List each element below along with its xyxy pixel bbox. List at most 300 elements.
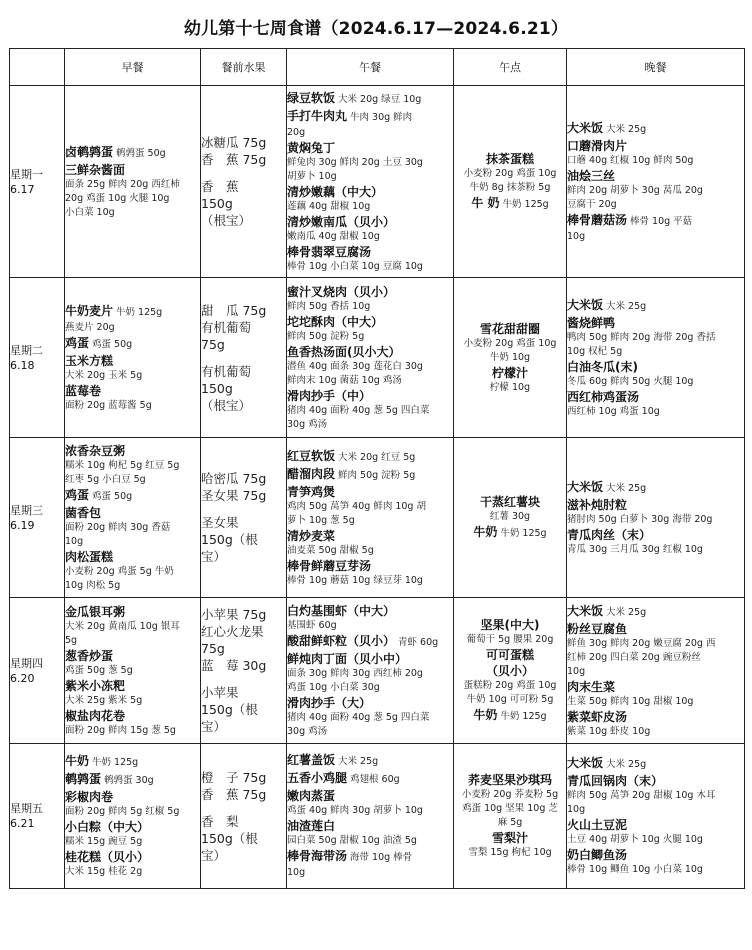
dish-name [454, 647, 566, 663]
dish-title: 绿豆软饭 [287, 90, 336, 105]
dish-name [287, 848, 453, 866]
dish-name [454, 321, 566, 337]
fruit-spacer [201, 168, 286, 178]
dish-title: 鲜炖肉丁面（贝小中） [287, 651, 408, 666]
day-date: 6.21 [10, 817, 35, 830]
dish-ingredients: 大米 20g 红豆 5g [338, 451, 416, 463]
dish-name [567, 603, 744, 621]
dish-ingredients: 大米 25g [606, 606, 647, 618]
ingredient-line: 20g 鸡蛋 10g 火腿 10g [65, 192, 170, 204]
dish-name [287, 484, 453, 500]
dish-title: 抹茶蛋糕 [485, 151, 534, 166]
ingredient-line: 基围虾 60g [287, 619, 337, 631]
header-lunch: 午餐 [287, 49, 454, 86]
dish-ingredients: 牛奶 125g [500, 710, 547, 722]
dish-name [65, 708, 200, 724]
ingredient-line: 10g 肉松 5g [65, 579, 121, 591]
dish-name [454, 494, 566, 510]
dish-title: 可可蛋糕 [485, 647, 534, 662]
dish-name [454, 524, 566, 542]
dish-title: 菌香包 [65, 505, 102, 520]
ingredient-line: 棒骨 10g 小白菜 10g 豆腐 10g [287, 260, 423, 272]
dish-ingredients: 牛肉 30g 鲜肉 [350, 111, 413, 123]
dish-name [567, 315, 744, 331]
dish-title: 玉米方糕 [65, 353, 114, 368]
dish-name [454, 617, 566, 633]
dish-name [567, 773, 744, 789]
dish-title: 荞麦坚果沙琪玛 [467, 773, 552, 787]
dish-title: 大米饭 [567, 120, 604, 135]
ingredient-line: 猪肘肉 50g 白萝卜 30g 海带 20g [567, 513, 713, 525]
dish-title: 金瓜银耳粥 [65, 604, 126, 619]
dish-title: 酸甜鲜虾粒（贝小） [287, 633, 396, 648]
dish-ingredients: 大米 25g [606, 300, 647, 312]
dish-title: 青笋鸡煲 [287, 484, 336, 499]
dish-title: 鹌鹑蛋 [65, 772, 102, 786]
dinner-cell [567, 438, 745, 598]
dish-name [287, 344, 453, 360]
dish-ingredients: 棒骨 10g 平菇 [630, 215, 693, 227]
fruit-line: 红心火龙果 [201, 624, 264, 639]
dish-name [65, 162, 200, 178]
ingredient-line: 鲜肉 50g 香括 10g [287, 300, 371, 312]
ingredient-line: 鸡蛋 50g 葱 5g [65, 664, 133, 676]
dish-ingredients: 大米 25g [606, 123, 647, 135]
dish-name [287, 184, 453, 200]
lunch-cell [287, 598, 454, 744]
dish-ingredients: 鹌鹑蛋 50g [116, 147, 166, 159]
dish-title: 牛奶 [473, 524, 498, 539]
dinner-cell [567, 598, 745, 744]
fruit-line: 橙 子 75g [201, 769, 267, 785]
ingredient-line: 5g [65, 634, 78, 646]
header-breakfast: 早餐 [65, 49, 201, 86]
ingredient-line: 10g 权杞 5g [567, 345, 623, 357]
snack-cell [454, 744, 567, 889]
fruit-cell [201, 278, 287, 438]
ingredient-line: 鸡蛋 10g 坚果 10g 芝 [462, 803, 558, 814]
dish-title: 雪花甜甜圈 [479, 321, 540, 336]
snack-cell [454, 438, 567, 598]
ingredient-line: 面条 30g 鲜肉 30g 西红柿 20g [287, 667, 423, 679]
ingredient-line: 20g [287, 126, 306, 138]
ingredient-line: 牛奶 10g [489, 351, 531, 363]
dish-title: 葱香炒蛋 [65, 648, 114, 663]
lunch-cell [287, 86, 454, 278]
dish-title: 椒盐肉花卷 [65, 708, 126, 723]
ingredient-line: 小白菜 10g [65, 206, 115, 218]
ingredient-line: 鸡肉 50g 莴笋 40g 鲜肉 10g 胡 [287, 500, 426, 512]
fruit-line: 哈密瓜 75g [201, 471, 267, 486]
fruit-line: 75g [201, 641, 225, 656]
dish-name [567, 621, 744, 637]
dish-title: 肉末生菜 [567, 679, 616, 694]
dish-title: 酱烧鲜鸭 [567, 315, 616, 330]
ingredient-line: 蛋糕粉 20g 鸡蛋 10g [463, 679, 557, 691]
ingredient-line: 10g [567, 804, 586, 815]
dish-name [454, 663, 566, 679]
table-row [10, 744, 745, 889]
fruit-line: 香 蕉 [201, 179, 239, 194]
ingredient-line: 紫菜 10g 虾皮 10g [567, 725, 651, 737]
dish-title: 紫米小冻粑 [65, 678, 126, 693]
ingredient-line: 鲜肉 50g 淀粉 5g [287, 330, 365, 342]
fruit-line: 宝） [201, 719, 227, 734]
dish-name [567, 297, 744, 315]
fruit-line: 圣女果 [201, 515, 239, 530]
dish-name [287, 695, 453, 711]
dish-ingredients: 海带 10g 棒骨 [350, 852, 413, 863]
dish-title: 大米饭 [567, 297, 604, 312]
dish-name [65, 849, 200, 865]
lunch-cell [287, 438, 454, 598]
dish-title: 清炒嫩藕（中大） [287, 184, 384, 199]
fruit-line: 宝） [201, 549, 227, 564]
day-cell [10, 598, 65, 744]
day-name: 星期四 [10, 656, 43, 670]
dish-name [287, 770, 453, 788]
dish-title: 滋补炖肘粒 [567, 497, 628, 512]
dish-name [567, 359, 744, 375]
ingredient-line: 大米 25g 紫米 5g [65, 694, 143, 706]
day-name: 星期一 [10, 167, 43, 181]
dish-name [287, 651, 453, 667]
day-date: 6.20 [10, 671, 35, 685]
fruit-line: （根宝） [201, 397, 252, 413]
dish-ingredients: 大米 20g 绿豆 10g [338, 93, 422, 105]
dish-title: 大米饭 [567, 756, 604, 770]
ingredient-line: 牛奶 10g 可可粉 5g [466, 693, 554, 705]
dish-name [65, 648, 200, 664]
dish-name [287, 603, 453, 619]
dish-name [65, 487, 200, 505]
dish-title: 肉松蛋糕 [65, 549, 114, 564]
dish-title: 红薯盖饭 [287, 753, 336, 767]
ingredient-line: 棒骨 10g 鲫鱼 10g 小白菜 10g [567, 864, 703, 875]
fruit-line: （根宝） [201, 213, 252, 228]
ingredient-line: 豆腐干 20g [567, 198, 617, 210]
dish-name [65, 144, 200, 162]
fruit-spacer [201, 504, 286, 514]
table-row [10, 86, 745, 278]
day-cell [10, 744, 65, 889]
dish-name [287, 244, 453, 260]
dish-name [287, 558, 453, 574]
table-row [10, 438, 745, 598]
ingredient-line: 胡萝卜 10g [287, 170, 337, 182]
dish-title: 青瓜肉丝（末） [567, 527, 652, 542]
fruit-spacer [201, 674, 286, 684]
fruit-line: 冰糖瓜 75g [201, 135, 267, 150]
dish-name [287, 388, 453, 404]
dish-title: 牛奶 [473, 707, 498, 722]
dish-name [567, 709, 744, 725]
dish-name [454, 830, 566, 846]
fruit-line: 150g（根 [201, 532, 258, 547]
dish-title: 嫩肉蒸蛋 [287, 789, 336, 803]
fruit-line: 蓝 莓 30g [201, 658, 267, 673]
dish-title: （贝小） [485, 663, 534, 678]
lunch-cell [287, 278, 454, 438]
dish-title: 醋溜肉段 [287, 466, 336, 481]
ingredient-line: 牛奶 8g 抹茶粉 5g [469, 181, 551, 193]
ingredient-line: 鲜肉末 10g 菌菇 10g 鸡汤 [287, 374, 402, 386]
dish-title: 桂花糕（贝小） [65, 850, 150, 864]
day-cell [10, 86, 65, 278]
dish-title: 黄焖兔丁 [287, 140, 336, 155]
dish-title: 鸡蛋 [65, 487, 90, 502]
ingredient-line: 土豆 40g 胡萝卜 10g 火腿 10g [567, 834, 703, 845]
ingredient-line: 面粉 20g 鲜肉 30g 香菇 [65, 521, 171, 533]
ingredient-line: 鲜鱼 30g 鲜肉 20g 嫩豆腐 20g 西 [567, 637, 716, 649]
ingredient-line: 棒骨 10g 蘑菇 10g 绿豆芽 10g [287, 574, 423, 586]
dish-title: 油烩三丝 [567, 168, 616, 183]
fruit-line: 有机葡萄 [201, 363, 252, 379]
breakfast-cell [65, 86, 201, 278]
dish-title: 彩椒肉卷 [65, 790, 114, 804]
breakfast-cell [65, 744, 201, 889]
day-name: 星期三 [10, 503, 43, 517]
dish-title: 牛 奶 [471, 195, 500, 210]
fruit-line: 香 蕉 75g [201, 786, 267, 802]
dish-title: 白灼基围虾（中大） [287, 603, 396, 618]
dish-name [287, 214, 453, 230]
ingredient-line: 红柿 20g 四白菜 20g 豌豆粉丝 [567, 651, 701, 663]
dish-ingredients: 大米 25g [338, 756, 379, 767]
ingredient-line: 冬瓜 60g 鲜肉 50g 火腿 10g [567, 375, 694, 387]
day-date: 6.18 [10, 358, 35, 372]
ingredient-line: 大米 20g 黄南瓜 10g 银耳 [65, 620, 180, 632]
dish-name [454, 365, 566, 381]
dish-title: 蜜汁叉烧肉（贝小） [287, 284, 396, 299]
fruit-cell [201, 438, 287, 598]
ingredient-line: 小麦粉 20g 鸡蛋 5g 牛奶 [65, 565, 174, 577]
fruit-line: 圣女果 75g [201, 488, 267, 503]
ingredient-line: 面粉 20g 蓝莓酱 5g [65, 399, 152, 411]
ingredient-line: 西红柿 10g 鸡蛋 10g [567, 405, 660, 417]
fruit-cell [201, 598, 287, 744]
ingredient-line: 大米 20g 玉米 5g [65, 369, 143, 381]
dish-name [567, 679, 744, 695]
ingredient-line: 糯米 15g 豌豆 5g [65, 836, 143, 847]
dish-title: 棒骨鲜蘑豆芽汤 [287, 558, 372, 573]
dish-name [65, 604, 200, 620]
fruit-cell [201, 744, 287, 889]
breakfast-cell [65, 278, 201, 438]
table-row [10, 598, 745, 744]
ingredient-line: 小麦粉 20g 鸡蛋 10g [463, 337, 557, 349]
fruit-line: 150g [201, 196, 233, 211]
dish-name [287, 818, 453, 834]
dish-title: 浓香杂豆粥 [65, 443, 126, 458]
ingredient-line: 潜鱼 40g 面条 30g 莲花白 30g [287, 360, 423, 372]
table-row [10, 278, 745, 438]
dish-title: 鱼香热汤面(贝小大） [287, 344, 401, 359]
dish-title: 奶白鲫鱼汤 [567, 848, 628, 862]
dish-name [567, 497, 744, 513]
dish-ingredients: 大米 25g [606, 759, 647, 770]
dish-title: 五香小鸡腿 [287, 771, 348, 785]
dish-ingredients: 青虾 60g [398, 636, 439, 648]
ingredient-line: 麻 5g [497, 817, 523, 828]
day-cell [10, 278, 65, 438]
day-date: 6.17 [10, 182, 35, 196]
dish-name [287, 633, 453, 651]
dish-ingredients: 鹌鹑蛋 30g [104, 775, 154, 786]
ingredient-line: 园白菜 50g 甜椒 10g 油渣 5g [287, 835, 417, 846]
dish-name [567, 389, 744, 405]
breakfast-cell [65, 598, 201, 744]
menu-table [9, 48, 745, 889]
dish-title: 柠檬汁 [491, 365, 528, 380]
dish-ingredients: 鸡蛋 50g [92, 338, 133, 350]
ingredient-line: 面粉 20g 鲜肉 15g 葱 5g [65, 724, 176, 736]
dish-title: 紫菜虾皮汤 [567, 709, 628, 724]
ingredient-line: 柠檬 10g [489, 381, 531, 393]
dish-name [567, 138, 744, 154]
dish-ingredients: 鸡蛋 50g [92, 490, 133, 502]
dish-name [65, 753, 200, 771]
header-fruit: 餐前水果 [201, 49, 287, 86]
dish-title: 棒骨翡翠豆腐汤 [287, 244, 372, 259]
header-day [10, 49, 65, 86]
ingredient-line: 10g [567, 230, 586, 242]
dish-name [65, 549, 200, 565]
fruit-line: 150g（根 [201, 830, 258, 846]
ingredient-line: 红枣 5g 小白豆 5g [65, 473, 146, 485]
fruit-line: 75g [201, 336, 225, 352]
fruit-line: 香 蕉 75g [201, 152, 267, 167]
dish-name [567, 817, 744, 833]
dish-title: 坨坨酥肉（中大） [287, 314, 384, 329]
ingredient-line: 猪肉 40g 面粉 40g 葱 5g 四白菜 [287, 404, 430, 416]
dish-title: 牛奶 [65, 754, 90, 768]
ingredient-line: 嫩南瓜 40g 甜椒 10g [287, 230, 380, 242]
day-name: 星期二 [10, 343, 43, 357]
dish-name [567, 479, 744, 497]
dish-title: 大米饭 [567, 479, 604, 494]
dish-title: 大米饭 [567, 603, 604, 618]
dish-name [287, 752, 453, 770]
dish-ingredients: 牛奶 125g [116, 306, 163, 318]
dish-name [454, 151, 566, 167]
dish-title: 干蒸红薯块 [479, 494, 540, 509]
fruit-spacer [201, 353, 286, 363]
fruit-line: 小苹果 75g [201, 607, 267, 622]
dish-name [287, 140, 453, 156]
dish-title: 火山土豆泥 [567, 818, 628, 832]
dish-title: 坚果(中大) [480, 617, 540, 632]
dish-name [567, 168, 744, 184]
fruit-line: 有机葡萄 [201, 319, 252, 335]
ingredient-line: 红薯 30g [489, 510, 531, 522]
dish-name [454, 195, 566, 213]
dish-title: 油渣莲白 [287, 819, 336, 833]
dish-name [567, 847, 744, 863]
ingredient-line: 鸡蛋 40g 鲜肉 30g 胡萝卜 10g [287, 805, 423, 816]
dish-name [65, 335, 200, 353]
ingredient-line: 30g 鸡汤 [287, 418, 328, 430]
dish-name [287, 448, 453, 466]
dish-name [454, 707, 566, 725]
dish-name [65, 789, 200, 805]
dish-name [65, 819, 200, 835]
ingredient-line: 莲藕 40g 甜椒 10g [287, 200, 371, 212]
dish-title: 清炒麦菜 [287, 528, 336, 543]
dish-name [287, 528, 453, 544]
snack-cell [454, 278, 567, 438]
dish-ingredients: 牛奶 125g [500, 527, 547, 539]
dish-title: 红豆软饭 [287, 448, 336, 463]
dish-name [287, 466, 453, 484]
dish-name [65, 505, 200, 521]
fruit-spacer [201, 803, 286, 813]
ingredient-line: 大米 15g 桂花 2g [65, 866, 143, 877]
dish-name [287, 108, 453, 126]
fruit-cell [201, 86, 287, 278]
ingredient-line: 葡萄干 5g 腰果 20g [466, 633, 554, 645]
ingredient-line: 雪梨 15g 枸杞 10g [468, 847, 552, 858]
dish-ingredients: 牛奶 125g [502, 198, 549, 210]
fruit-line: 香 梨 [201, 813, 239, 829]
ingredient-line: 小麦粉 20g 鸡蛋 10g [463, 167, 557, 179]
fruit-line: 小苹果 [201, 685, 239, 700]
ingredient-line: 面粉 20g 鲜肉 5g 红椒 5g [65, 806, 180, 817]
header-snack: 午点 [454, 49, 567, 86]
dinner-cell [567, 744, 745, 889]
day-cell [10, 438, 65, 598]
ingredient-line: 燕麦片 20g [65, 321, 115, 333]
dish-name [567, 212, 744, 230]
ingredient-line: 面条 25g 鲜肉 20g 西红柿 [65, 178, 180, 190]
day-date: 6.19 [10, 518, 35, 532]
snack-cell [454, 598, 567, 744]
ingredient-line: 鲜肉 20g 胡萝卜 30g 莴瓜 20g [567, 184, 703, 196]
snack-cell [454, 86, 567, 278]
dinner-cell [567, 278, 745, 438]
dish-name [287, 788, 453, 804]
dish-title: 蓝莓卷 [65, 383, 102, 398]
ingredient-line: 青瓜 30g 三月瓜 30g 红椒 10g [567, 543, 703, 555]
header-row [10, 49, 745, 86]
dish-title: 白油冬瓜(末) [567, 359, 638, 374]
dish-title: 小白粽（中大） [65, 820, 150, 834]
dish-title: 滑肉抄手（大） [287, 695, 372, 710]
ingredient-line: 猪肉 40g 面粉 40g 葱 5g 四白菜 [287, 711, 430, 723]
dish-name [567, 755, 744, 773]
breakfast-cell [65, 438, 201, 598]
day-name: 星期五 [10, 802, 43, 815]
dish-title: 青瓜回锅肉（末） [567, 774, 664, 788]
dish-name [65, 353, 200, 369]
dish-name [454, 772, 566, 788]
dish-title: 口蘑滑肉片 [567, 138, 628, 153]
dish-ingredients: 鲜肉 50g 淀粉 5g [338, 469, 416, 481]
dish-title: 滑肉抄手（中） [287, 388, 372, 403]
dish-name [567, 120, 744, 138]
ingredient-line: 鸡蛋 10g 小白菜 30g [287, 681, 380, 693]
ingredient-line: 生菜 50g 鲜肉 10g 甜椒 10g [567, 695, 694, 707]
ingredient-line: 萝卜 10g 葱 5g [287, 514, 355, 526]
header-dinner: 晚餐 [567, 49, 745, 86]
dish-title: 手打牛肉丸 [287, 108, 348, 123]
dish-title: 雪梨汁 [491, 831, 528, 845]
dish-title: 牛奶麦片 [65, 303, 114, 318]
dish-title: 棒骨蘑菇汤 [567, 212, 628, 227]
dish-title: 粉丝豆腐鱼 [567, 621, 628, 636]
dish-ingredients: 牛奶 125g [92, 757, 139, 768]
dish-ingredients: 大米 25g [606, 482, 647, 494]
